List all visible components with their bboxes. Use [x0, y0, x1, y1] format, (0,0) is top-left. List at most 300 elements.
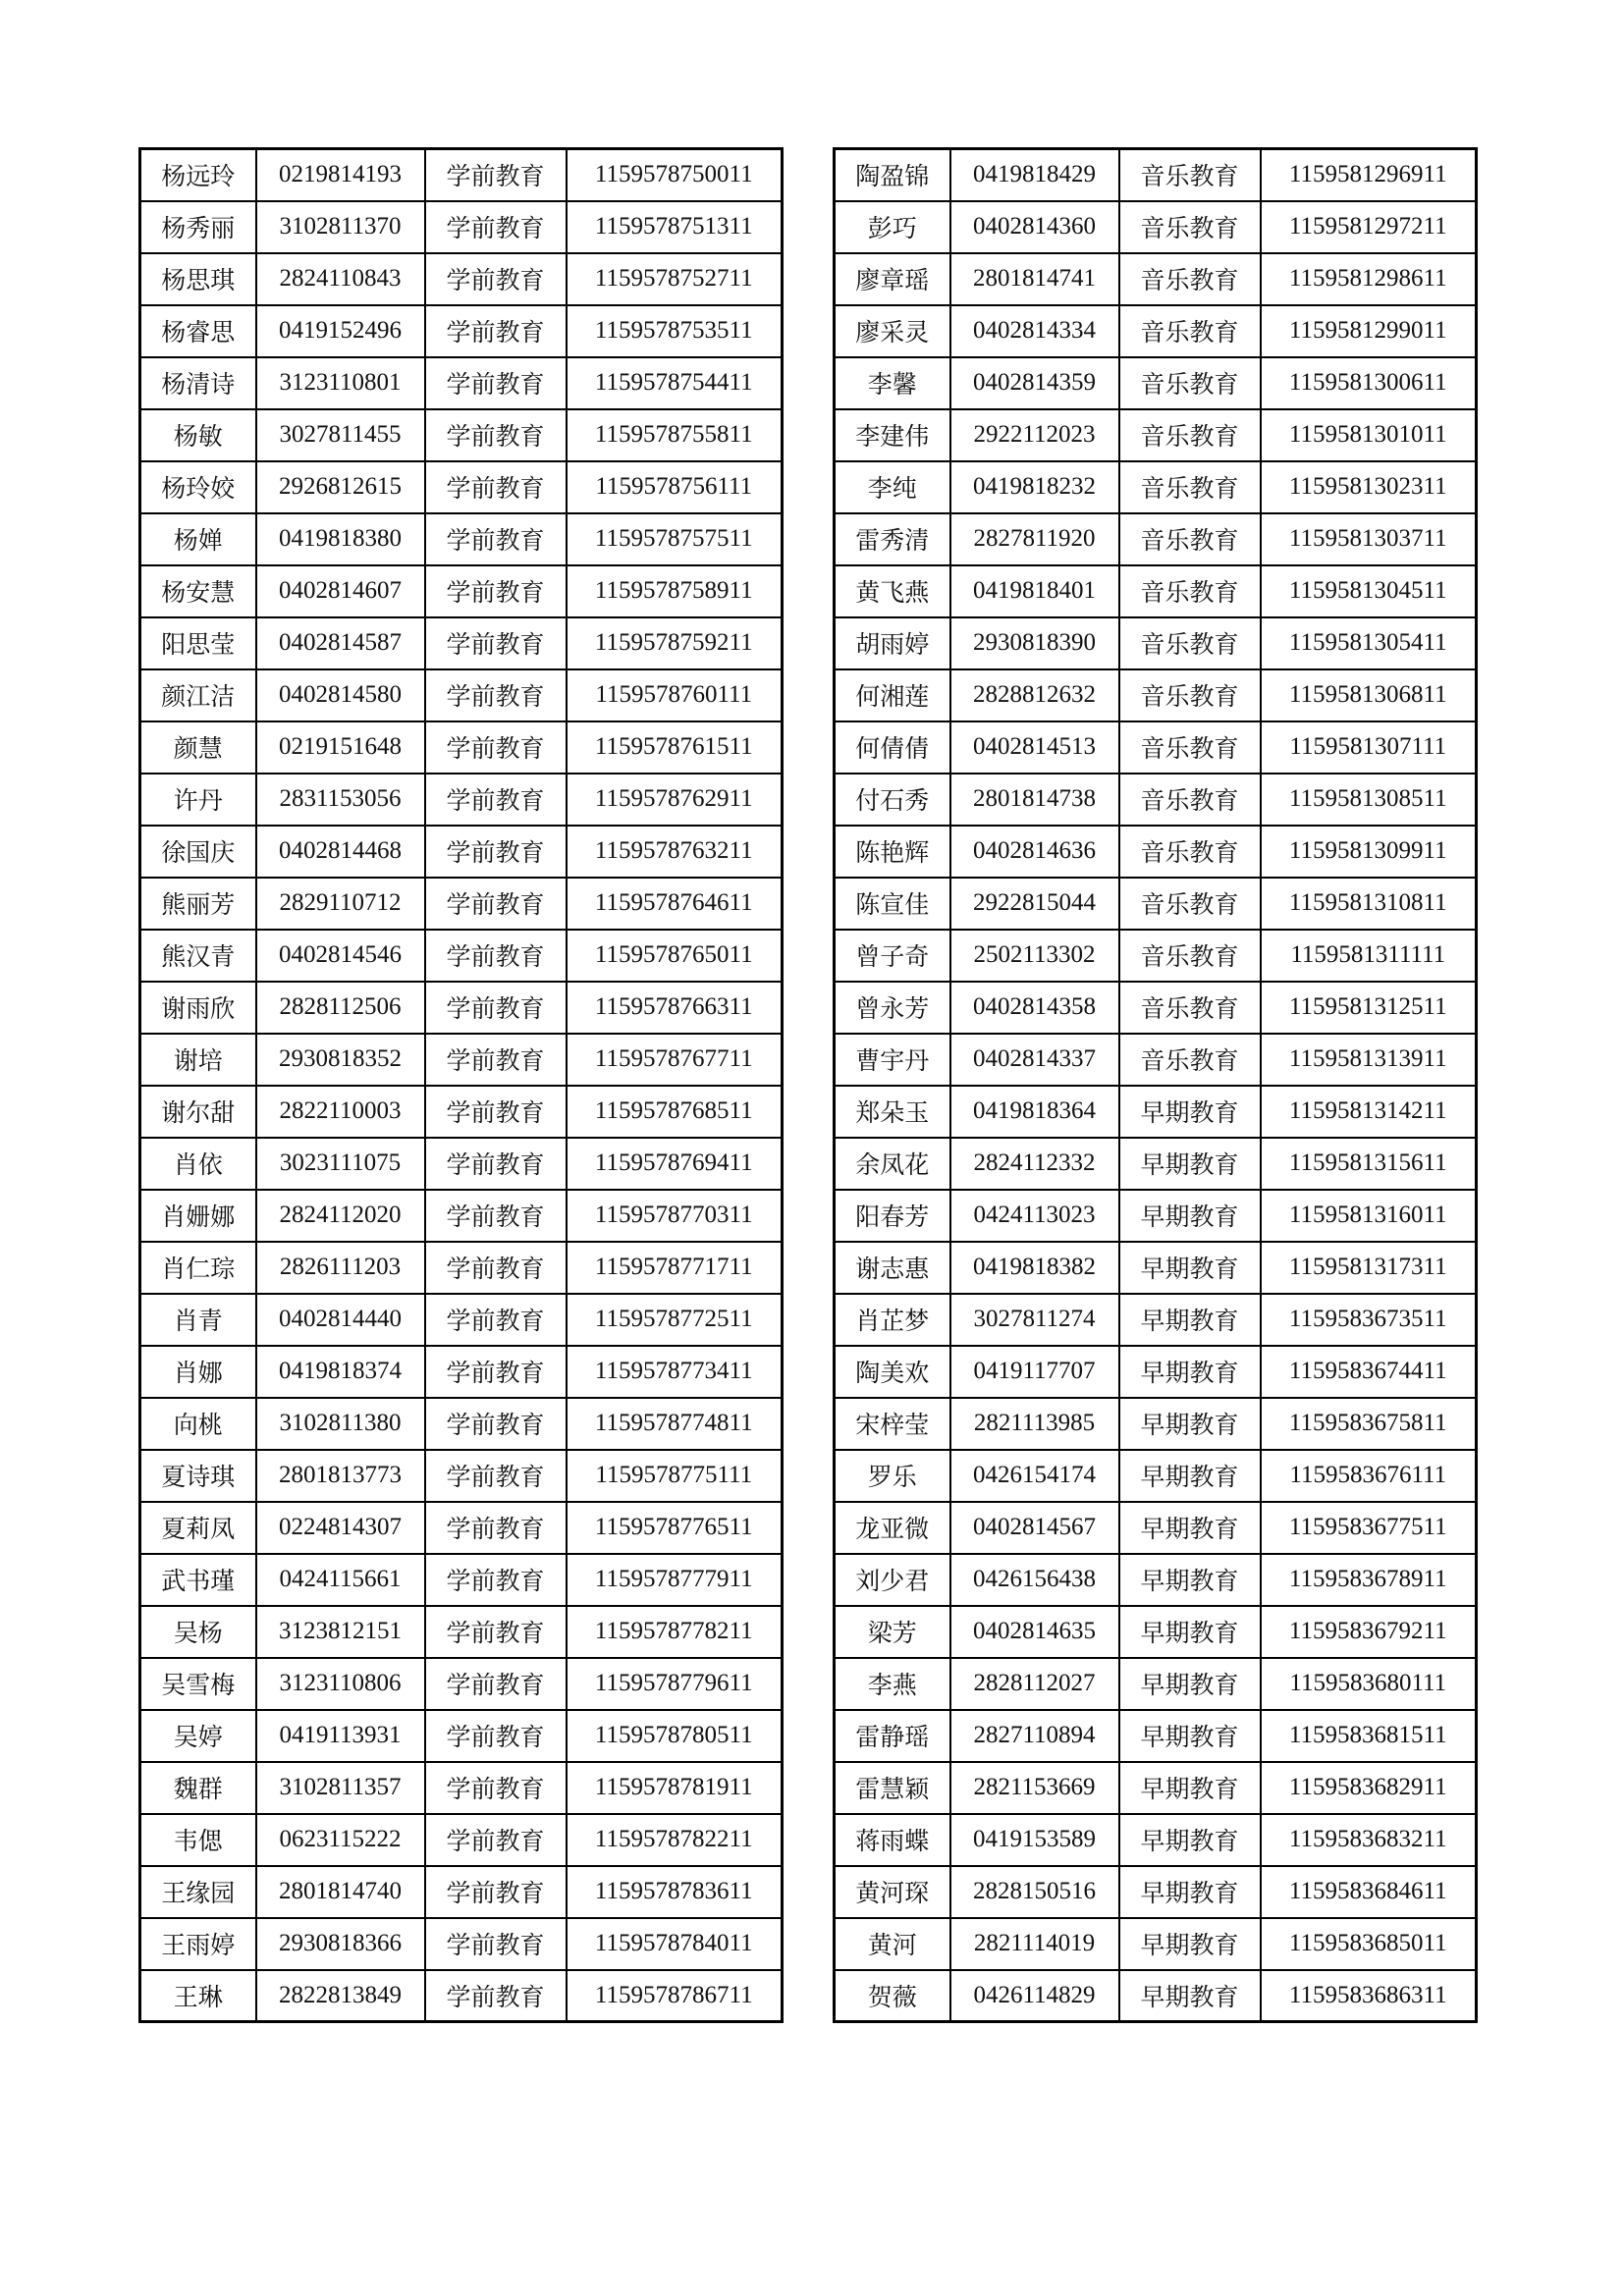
major-cell: 早期教育 [1119, 1398, 1261, 1450]
table-row [835, 1398, 1477, 1450]
student-code-cell: 2827811920 [950, 513, 1119, 565]
registration-number-cell: 1159578758911 [567, 565, 783, 617]
student-name-cell: 雷秀清 [835, 513, 950, 565]
registration-number-cell: 1159581316011 [1261, 1190, 1477, 1242]
student-code-cell: 2822813849 [256, 1970, 425, 2022]
student-name-cell: 熊丽芳 [140, 878, 256, 930]
student-code-cell: 2801814738 [950, 774, 1119, 826]
registration-number-cell: 1159578760111 [567, 669, 783, 721]
registration-number-cell: 1159583677511 [1261, 1502, 1477, 1554]
student-code-cell: 3102811357 [256, 1762, 425, 1814]
student-code-cell: 2827110894 [950, 1710, 1119, 1762]
major-cell: 早期教育 [1119, 1242, 1261, 1294]
student-name-cell: 韦偲 [140, 1814, 256, 1866]
major-cell: 音乐教育 [1119, 461, 1261, 513]
table-row [140, 878, 783, 930]
student-name-cell: 郑朵玉 [835, 1086, 950, 1138]
student-code-cell: 0402814546 [256, 930, 425, 982]
student-code-cell: 2821114019 [950, 1918, 1119, 1970]
table-row [140, 1866, 783, 1918]
registration-number-cell: 1159578756111 [567, 461, 783, 513]
table-row [835, 1658, 1477, 1710]
table-row [835, 305, 1477, 357]
major-cell: 早期教育 [1119, 1658, 1261, 1710]
major-cell: 早期教育 [1119, 1606, 1261, 1658]
student-code-cell: 0419818380 [256, 513, 425, 565]
registration-number-cell: 1159578780511 [567, 1710, 783, 1762]
registration-number-cell: 1159578759211 [567, 617, 783, 669]
major-cell: 学前教育 [425, 565, 567, 617]
table-row [835, 1294, 1477, 1346]
major-cell: 早期教育 [1119, 1138, 1261, 1190]
student-code-cell: 2821153669 [950, 1762, 1119, 1814]
student-name-cell: 武书瑾 [140, 1554, 256, 1606]
registration-number-cell: 1159578763211 [567, 826, 783, 878]
student-code-cell: 0419818382 [950, 1242, 1119, 1294]
student-name-cell: 余凤花 [835, 1138, 950, 1190]
table-row [140, 1398, 783, 1450]
student-code-cell: 3027811455 [256, 409, 425, 461]
table-row [140, 930, 783, 982]
student-code-cell: 3023111075 [256, 1138, 425, 1190]
student-name-cell: 许丹 [140, 774, 256, 826]
student-code-cell: 0419113931 [256, 1710, 425, 1762]
table-row [835, 1762, 1477, 1814]
student-code-cell: 0402814358 [950, 982, 1119, 1034]
registration-number-cell: 1159578765011 [567, 930, 783, 982]
major-cell: 学前教育 [425, 1138, 567, 1190]
registration-number-cell: 1159581317311 [1261, 1242, 1477, 1294]
major-cell: 学前教育 [425, 826, 567, 878]
table-row [835, 1242, 1477, 1294]
major-cell: 学前教育 [425, 1034, 567, 1086]
student-name-cell: 胡雨婷 [835, 617, 950, 669]
registration-number-cell: 1159581298611 [1261, 253, 1477, 305]
student-code-cell: 2930818390 [950, 617, 1119, 669]
table-row [835, 878, 1477, 930]
student-name-cell: 杨思琪 [140, 253, 256, 305]
table-row [835, 774, 1477, 826]
student-code-cell: 0426154174 [950, 1450, 1119, 1502]
major-cell: 学前教育 [425, 513, 567, 565]
student-code-cell: 0402814440 [256, 1294, 425, 1346]
student-code-cell: 0419818429 [950, 149, 1119, 201]
student-name-cell: 彭巧 [835, 201, 950, 253]
student-name-cell: 廖章瑶 [835, 253, 950, 305]
major-cell: 学前教育 [425, 1086, 567, 1138]
table-row [140, 1138, 783, 1190]
student-name-cell: 颜江洁 [140, 669, 256, 721]
table-row [140, 982, 783, 1034]
student-name-cell: 杨秀丽 [140, 201, 256, 253]
student-name-cell: 曾子奇 [835, 930, 950, 982]
major-cell: 音乐教育 [1119, 305, 1261, 357]
student-name-cell: 杨清诗 [140, 357, 256, 409]
major-cell: 学前教育 [425, 774, 567, 826]
student-code-cell: 0623115222 [256, 1814, 425, 1866]
student-name-cell: 阳春芳 [835, 1190, 950, 1242]
major-cell: 学前教育 [425, 1866, 567, 1918]
major-cell: 音乐教育 [1119, 1034, 1261, 1086]
student-name-cell: 吴雪梅 [140, 1658, 256, 1710]
registration-number-cell: 1159578769411 [567, 1138, 783, 1190]
major-cell: 学前教育 [425, 1918, 567, 1970]
registration-number-cell: 1159578770311 [567, 1190, 783, 1242]
student-name-cell: 谢尔甜 [140, 1086, 256, 1138]
student-name-cell: 龙亚微 [835, 1502, 950, 1554]
student-name-cell: 肖青 [140, 1294, 256, 1346]
registration-number-cell: 1159581297211 [1261, 201, 1477, 253]
student-name-cell: 王琳 [140, 1970, 256, 2022]
student-name-cell: 黄河琛 [835, 1866, 950, 1918]
table-row [835, 1086, 1477, 1138]
major-cell: 音乐教育 [1119, 669, 1261, 721]
student-code-cell: 0402814636 [950, 826, 1119, 878]
registration-number-cell: 1159581307111 [1261, 721, 1477, 774]
left-roster-table [138, 147, 784, 2023]
student-name-cell: 徐国庆 [140, 826, 256, 878]
student-code-cell: 2822110003 [256, 1086, 425, 1138]
major-cell: 音乐教育 [1119, 826, 1261, 878]
registration-number-cell: 1159578757511 [567, 513, 783, 565]
student-name-cell: 罗乐 [835, 1450, 950, 1502]
student-name-cell: 吴杨 [140, 1606, 256, 1658]
student-name-cell: 李纯 [835, 461, 950, 513]
registration-number-cell: 1159581301011 [1261, 409, 1477, 461]
student-code-cell: 0402814567 [950, 1502, 1119, 1554]
table-row [140, 1658, 783, 1710]
major-cell: 早期教育 [1119, 1294, 1261, 1346]
major-cell: 音乐教育 [1119, 201, 1261, 253]
student-name-cell: 宋梓莹 [835, 1398, 950, 1450]
table-row [140, 1606, 783, 1658]
major-cell: 早期教育 [1119, 1866, 1261, 1918]
major-cell: 学前教育 [425, 1554, 567, 1606]
major-cell: 学前教育 [425, 1762, 567, 1814]
registration-number-cell: 1159578777911 [567, 1554, 783, 1606]
major-cell: 音乐教育 [1119, 721, 1261, 774]
major-cell: 音乐教育 [1119, 513, 1261, 565]
table-row [835, 253, 1477, 305]
major-cell: 学前教育 [425, 617, 567, 669]
student-code-cell: 0402814334 [950, 305, 1119, 357]
student-code-cell: 0219151648 [256, 721, 425, 774]
table-row [835, 409, 1477, 461]
student-name-cell: 陈宣佳 [835, 878, 950, 930]
table-row [140, 409, 783, 461]
major-cell: 早期教育 [1119, 1970, 1261, 2022]
registration-number-cell: 1159578772511 [567, 1294, 783, 1346]
major-cell: 音乐教育 [1119, 930, 1261, 982]
registration-number-cell: 1159578786711 [567, 1970, 783, 2022]
table-row [140, 1294, 783, 1346]
student-code-cell: 2828112027 [950, 1658, 1119, 1710]
registration-number-cell: 1159583678911 [1261, 1554, 1477, 1606]
table-row [835, 1138, 1477, 1190]
registration-number-cell: 1159578782211 [567, 1814, 783, 1866]
table-row [835, 201, 1477, 253]
major-cell: 音乐教育 [1119, 149, 1261, 201]
major-cell: 学前教育 [425, 1710, 567, 1762]
registration-number-cell: 1159578775111 [567, 1450, 783, 1502]
student-name-cell: 谢培 [140, 1034, 256, 1086]
major-cell: 学前教育 [425, 1450, 567, 1502]
student-code-cell: 2922815044 [950, 878, 1119, 930]
student-code-cell: 2922112023 [950, 409, 1119, 461]
table-row [140, 565, 783, 617]
major-cell: 音乐教育 [1119, 253, 1261, 305]
major-cell: 学前教育 [425, 1606, 567, 1658]
table-row [835, 669, 1477, 721]
student-name-cell: 肖娜 [140, 1346, 256, 1398]
major-cell: 学前教育 [425, 1502, 567, 1554]
major-cell: 早期教育 [1119, 1554, 1261, 1606]
major-cell: 早期教育 [1119, 1710, 1261, 1762]
table-row [140, 149, 783, 201]
right-roster-table [833, 147, 1478, 2023]
registration-number-cell: 1159581311111 [1261, 930, 1477, 982]
major-cell: 早期教育 [1119, 1086, 1261, 1138]
student-code-cell: 0402814468 [256, 826, 425, 878]
registration-number-cell: 1159583675811 [1261, 1398, 1477, 1450]
table-row [835, 1190, 1477, 1242]
registration-number-cell: 1159581314211 [1261, 1086, 1477, 1138]
student-code-cell: 0419818401 [950, 565, 1119, 617]
table-row [835, 1346, 1477, 1398]
student-name-cell: 杨安慧 [140, 565, 256, 617]
student-code-cell: 3123812151 [256, 1606, 425, 1658]
student-name-cell: 蒋雨蝶 [835, 1814, 950, 1866]
table-row [140, 305, 783, 357]
major-cell: 早期教育 [1119, 1502, 1261, 1554]
student-name-cell: 陶美欢 [835, 1346, 950, 1398]
student-name-cell: 陈艳辉 [835, 826, 950, 878]
student-code-cell: 3123110806 [256, 1658, 425, 1710]
table-row [140, 1034, 783, 1086]
major-cell: 早期教育 [1119, 1346, 1261, 1398]
registration-number-cell: 1159578773411 [567, 1346, 783, 1398]
table-row [835, 357, 1477, 409]
registration-number-cell: 1159578750011 [567, 149, 783, 201]
registration-number-cell: 1159578783611 [567, 1866, 783, 1918]
student-name-cell: 王雨婷 [140, 1918, 256, 1970]
major-cell: 音乐教育 [1119, 878, 1261, 930]
registration-number-cell: 1159578752711 [567, 253, 783, 305]
student-code-cell: 0426156438 [950, 1554, 1119, 1606]
student-code-cell: 0419117707 [950, 1346, 1119, 1398]
registration-number-cell: 1159578753511 [567, 305, 783, 357]
table-row [140, 669, 783, 721]
table-row [140, 1710, 783, 1762]
registration-number-cell: 1159583682911 [1261, 1762, 1477, 1814]
major-cell: 早期教育 [1119, 1762, 1261, 1814]
major-cell: 早期教育 [1119, 1814, 1261, 1866]
major-cell: 早期教育 [1119, 1450, 1261, 1502]
table-row [835, 1814, 1477, 1866]
major-cell: 学前教育 [425, 1190, 567, 1242]
registration-number-cell: 1159583686311 [1261, 1970, 1477, 2022]
student-code-cell: 0402814359 [950, 357, 1119, 409]
student-name-cell: 曹宇丹 [835, 1034, 950, 1086]
student-code-cell: 0402814513 [950, 721, 1119, 774]
table-row [835, 1970, 1477, 2022]
student-name-cell: 梁芳 [835, 1606, 950, 1658]
student-code-cell: 0402814580 [256, 669, 425, 721]
table-row [835, 1710, 1477, 1762]
major-cell: 早期教育 [1119, 1190, 1261, 1242]
table-row [140, 201, 783, 253]
student-code-cell: 2824110843 [256, 253, 425, 305]
registration-number-cell: 1159583676111 [1261, 1450, 1477, 1502]
table-row [140, 1346, 783, 1398]
major-cell: 音乐教育 [1119, 409, 1261, 461]
major-cell: 早期教育 [1119, 1918, 1261, 1970]
registration-number-cell: 1159581310811 [1261, 878, 1477, 930]
registration-number-cell: 1159581300611 [1261, 357, 1477, 409]
student-code-cell: 2502113302 [950, 930, 1119, 982]
student-code-cell: 0402814607 [256, 565, 425, 617]
registration-number-cell: 1159583685011 [1261, 1918, 1477, 1970]
student-name-cell: 李馨 [835, 357, 950, 409]
table-row [140, 826, 783, 878]
student-code-cell: 2821113985 [950, 1398, 1119, 1450]
student-code-cell: 0419818364 [950, 1086, 1119, 1138]
table-row [835, 1502, 1477, 1554]
major-cell: 音乐教育 [1119, 982, 1261, 1034]
table-row [835, 826, 1477, 878]
student-name-cell: 夏莉凤 [140, 1502, 256, 1554]
student-code-cell: 3102811370 [256, 201, 425, 253]
student-code-cell: 0224814307 [256, 1502, 425, 1554]
major-cell: 音乐教育 [1119, 774, 1261, 826]
registration-number-cell: 1159583683211 [1261, 1814, 1477, 1866]
major-cell: 学前教育 [425, 1346, 567, 1398]
registration-number-cell: 1159581308511 [1261, 774, 1477, 826]
major-cell: 学前教育 [425, 201, 567, 253]
registration-number-cell: 1159581302311 [1261, 461, 1477, 513]
registration-number-cell: 1159583674411 [1261, 1346, 1477, 1398]
registration-number-cell: 1159583684611 [1261, 1866, 1477, 1918]
registration-number-cell: 1159583681511 [1261, 1710, 1477, 1762]
student-name-cell: 向桃 [140, 1398, 256, 1450]
student-name-cell: 王缘园 [140, 1866, 256, 1918]
student-code-cell: 3123110801 [256, 357, 425, 409]
table-row [835, 1034, 1477, 1086]
student-code-cell: 2801814740 [256, 1866, 425, 1918]
table-row [835, 1866, 1477, 1918]
major-cell: 学前教育 [425, 1970, 567, 2022]
registration-number-cell: 1159581312511 [1261, 982, 1477, 1034]
registration-number-cell: 1159581313911 [1261, 1034, 1477, 1086]
table-row [140, 461, 783, 513]
student-name-cell: 颜慧 [140, 721, 256, 774]
student-name-cell: 阳思莹 [140, 617, 256, 669]
table-row [140, 1970, 783, 2022]
major-cell: 学前教育 [425, 253, 567, 305]
student-code-cell: 2829110712 [256, 878, 425, 930]
table-row [835, 1450, 1477, 1502]
major-cell: 学前教育 [425, 1398, 567, 1450]
student-name-cell: 夏诗琪 [140, 1450, 256, 1502]
registration-number-cell: 1159581303711 [1261, 513, 1477, 565]
registration-number-cell: 1159578755811 [567, 409, 783, 461]
registration-number-cell: 1159578754411 [567, 357, 783, 409]
student-name-cell: 杨睿思 [140, 305, 256, 357]
registration-number-cell: 1159581296911 [1261, 149, 1477, 201]
right-roster-body [835, 149, 1477, 2022]
student-code-cell: 0419818374 [256, 1346, 425, 1398]
registration-number-cell: 1159578764611 [567, 878, 783, 930]
registration-number-cell: 1159581315611 [1261, 1138, 1477, 1190]
major-cell: 学前教育 [425, 878, 567, 930]
student-name-cell: 廖采灵 [835, 305, 950, 357]
table-row [140, 1242, 783, 1294]
registration-number-cell: 1159581306811 [1261, 669, 1477, 721]
table-row [835, 982, 1477, 1034]
registration-number-cell: 1159578781911 [567, 1762, 783, 1814]
table-row [140, 1762, 783, 1814]
student-code-cell: 2926812615 [256, 461, 425, 513]
table-row [835, 1554, 1477, 1606]
registration-number-cell: 1159583680111 [1261, 1658, 1477, 1710]
table-row [835, 513, 1477, 565]
student-code-cell: 2824112332 [950, 1138, 1119, 1190]
student-name-cell: 肖姗娜 [140, 1190, 256, 1242]
student-code-cell: 0424115661 [256, 1554, 425, 1606]
registration-number-cell: 1159581304511 [1261, 565, 1477, 617]
student-code-cell: 0419818232 [950, 461, 1119, 513]
student-code-cell: 2824112020 [256, 1190, 425, 1242]
student-code-cell: 0424113023 [950, 1190, 1119, 1242]
student-name-cell: 杨婵 [140, 513, 256, 565]
student-code-cell: 2930818366 [256, 1918, 425, 1970]
student-name-cell: 何湘莲 [835, 669, 950, 721]
student-code-cell: 2801813773 [256, 1450, 425, 1502]
table-row [140, 1502, 783, 1554]
student-code-cell: 0426114829 [950, 1970, 1119, 2022]
student-name-cell: 杨远玲 [140, 149, 256, 201]
major-cell: 学前教育 [425, 721, 567, 774]
registration-number-cell: 1159578771711 [567, 1242, 783, 1294]
student-name-cell: 谢雨欣 [140, 982, 256, 1034]
student-name-cell: 杨敏 [140, 409, 256, 461]
student-code-cell: 2826111203 [256, 1242, 425, 1294]
registration-number-cell: 1159578779611 [567, 1658, 783, 1710]
student-code-cell: 2828112506 [256, 982, 425, 1034]
student-code-cell: 2828150516 [950, 1866, 1119, 1918]
student-name-cell: 肖仁琮 [140, 1242, 256, 1294]
student-name-cell: 付石秀 [835, 774, 950, 826]
student-name-cell: 李建伟 [835, 409, 950, 461]
registration-number-cell: 1159578751311 [567, 201, 783, 253]
student-name-cell: 李燕 [835, 1658, 950, 1710]
registration-number-cell: 1159583679211 [1261, 1606, 1477, 1658]
student-name-cell: 雷慧颖 [835, 1762, 950, 1814]
student-code-cell: 0402814360 [950, 201, 1119, 253]
registration-number-cell: 1159578762911 [567, 774, 783, 826]
table-row [835, 721, 1477, 774]
student-name-cell: 杨玲姣 [140, 461, 256, 513]
table-row [140, 513, 783, 565]
registration-number-cell: 1159578784011 [567, 1918, 783, 1970]
table-row [140, 1190, 783, 1242]
major-cell: 学前教育 [425, 982, 567, 1034]
registration-number-cell: 1159583673511 [1261, 1294, 1477, 1346]
student-code-cell: 0402814587 [256, 617, 425, 669]
student-name-cell: 肖芷梦 [835, 1294, 950, 1346]
table-row [140, 617, 783, 669]
student-name-cell: 吴婷 [140, 1710, 256, 1762]
